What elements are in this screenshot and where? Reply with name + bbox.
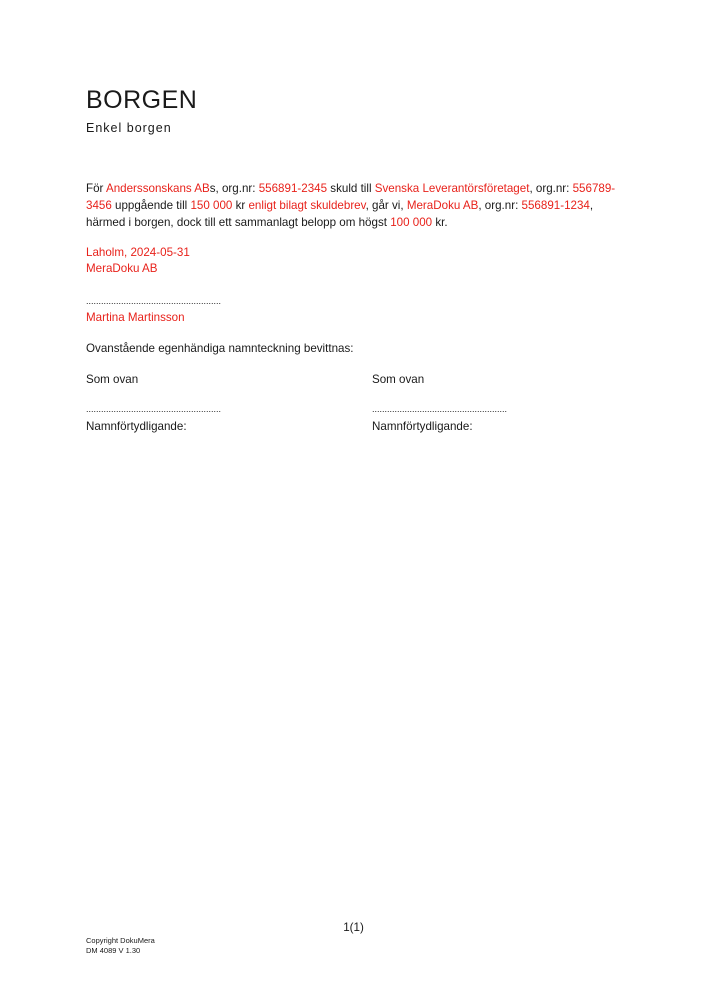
footer-copyright: Copyright DokuMera [86,936,155,945]
clause-text: kr. [432,216,448,229]
clause-text: skuld till [327,182,375,195]
witness-intro: Ovanstående egenhändiga namnteckning bevittnas: [86,342,354,355]
witness-right-clarification: Namnförtydligande: [372,420,473,433]
document-subtitle: Enkel borgen [86,121,172,135]
witness-left-clarification: Namnförtydligande: [86,420,187,433]
company-name: MeraDoku AB [86,262,158,275]
signature-line: ...................................................... [86,296,222,306]
clause-field: 150 000 [190,199,233,212]
witness-left-signature-line: ...................................................... [86,404,222,414]
footer-version: DM 4089 V 1.30 [86,946,141,955]
place-and-date: Laholm, 2024-05-31 [86,246,190,259]
clause-field: Anderssonskans AB [105,182,210,195]
witness-right-label: Som ovan [372,373,425,386]
clause-field: 556891-1234 [521,199,590,212]
clause-text: , går vi, [365,199,407,212]
footer [86,936,155,956]
clause-field: enligt bilagt skuldebrev [248,199,366,212]
clause-field: 100 000 [390,216,433,229]
clause-field: MeraDoku AB [406,199,479,212]
clause-field: Svenska Leverantörsföretaget [374,182,530,195]
page-number: 1(1) [343,921,364,934]
signer-name: Martina Martinsson [86,311,185,324]
guarantee-clause [86,180,626,231]
clause-text: För [86,182,106,195]
clause-field: 556891-2345 [258,182,328,195]
clause-text: , org.nr: [529,182,573,195]
document-title: BORGEN [86,86,198,114]
clause-text: , org.nr: [478,199,522,212]
witness-left-label: Som ovan [86,373,139,386]
clause-text: s, org.nr: [209,182,259,195]
clause-text: , härmed i borgen, dock till ett sammanlagt belopp om högst [86,199,594,229]
clause-text: uppgående till [111,199,191,212]
place-date-block [86,245,190,277]
clause-field: 556789-3456 [86,182,616,212]
witness-right-signature-line: ...................................................... [372,404,508,414]
clause-text: kr [232,199,249,212]
